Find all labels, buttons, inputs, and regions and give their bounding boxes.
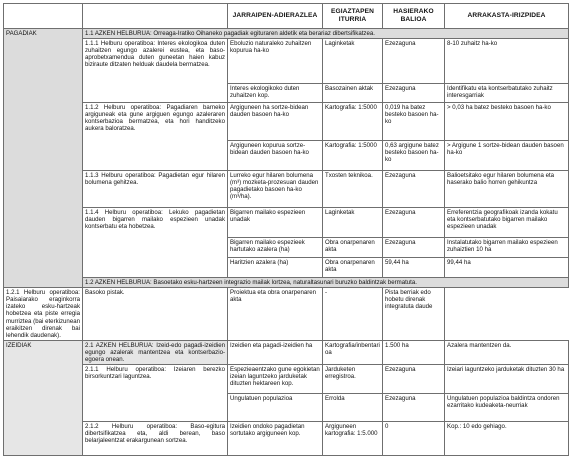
indicator-cell: Ungulatuen populazioa <box>228 394 323 422</box>
table-row <box>4 422 569 456</box>
source-cell: Obra onarpenaren akta <box>323 238 383 258</box>
criterion-cell: 8-10 zuhaitz ha-ko <box>445 39 569 84</box>
source-cell: Kartografia: 1:5000 <box>323 103 383 141</box>
header-row <box>4 4 569 29</box>
table-row <box>4 39 569 84</box>
header-empty-1 <box>4 4 83 29</box>
source-cell: Errolda <box>323 394 383 422</box>
value-cell: Ezezaguna <box>383 39 445 84</box>
value-cell: Ezezaguna <box>383 171 445 208</box>
source-cell: Proiektua eta obra onarpenaren akta <box>228 288 323 341</box>
source-cell: Jarduketen erregistroa. <box>323 365 383 394</box>
indicator-cell: Interes ekologikoko duten zuhaitzen kop. <box>228 84 323 103</box>
value-cell: 59,44 ha <box>383 258 445 278</box>
objective-2-1-1: 2.1.1 Helburu operatiboa: Izeiaren berezko birsorkuntzari laguntzea. <box>83 365 228 422</box>
value-cell: Ezezaguna <box>383 365 445 394</box>
table-row <box>4 208 569 238</box>
criterion-cell: Ungulatuen populazioa baldintza ondoren ezarritako kudeaketa-neurriak <box>445 394 569 422</box>
goal-2-1: 2.1 AZKEN HELBURUA: Izeid-edo pagadi-izeidien egungo azalerak mantentzea eta kontserbazio-egoera onean. <box>83 340 228 364</box>
criterion-cell: Pista berriak edo hobetu direnak integratuta daude <box>383 288 445 341</box>
objective-1-1-2: 1.1.2 Helburu operatiboa: Pagadiaren barneko argiguneak eta gune argiguen egungo azaleraren kontserbazioa bermatzea, eta hori handitzeko aukera baloratzea. <box>83 103 228 171</box>
table-row <box>4 288 569 341</box>
criterion-cell: Balioetsitako egur hilaren bolumena eta haserako balio horren gehikuntza <box>445 171 569 208</box>
indicator-cell: Bigarren mailako espezieek hartutako azalera (ha) <box>228 238 323 258</box>
indicator-cell: Izeidien eta pagadi-izeidien ha <box>228 340 323 364</box>
table-row <box>4 171 569 208</box>
objective-1-1-4: 1.1.4 Helburu operatiboa: Lekuko pagadietan dauden bigarren mailako espezieen unadak kontserbatu eta hobetzea. <box>83 208 228 278</box>
table-row <box>4 103 569 141</box>
indicator-cell: Eboluzio naturaleko zuhaitzen kopurua ha-ko <box>228 39 323 84</box>
objective-1-1-3: 1.1.3 Helburu operatiboa: Pagadietan egur hilaren bolumena gehitzea. <box>83 171 228 208</box>
objective-1-1-1: 1.1.1 Helburu operatiboa: Interes ekologikoa duten zuhaitzen egungo azalerei eustea, eta baso-aprobetxamendua duten guneetan haien kabuz biziraute ditzaten helduak daudela bermatzea. <box>83 39 228 103</box>
source-cell: Basozainen aktak <box>323 84 383 103</box>
header-indicator: JARRAIPEN-ADIERAZLEA <box>228 4 323 29</box>
indicator-cell: Argiguneen ha sortze-bidean dauden basoen ha-ko <box>228 103 323 141</box>
header-source: EGIAZTAPEN ITURRIA <box>323 4 383 29</box>
monitoring-table <box>3 3 569 456</box>
criterion-cell: Instalatutako bigarren mailako espezieen zuhaiztien 10 ha <box>445 238 569 258</box>
section-row-1-1 <box>4 29 569 39</box>
criterion-cell: 99,44 ha <box>445 258 569 278</box>
indicator-cell: Bigarren mailako espezieen unadak <box>228 208 323 238</box>
source-cell: Txosten teknikoa. <box>323 171 383 208</box>
value-cell: - <box>323 288 383 341</box>
goal-1-2: 1.2 AZKEN HELBURUA: Basoetako esku-hartzeen integrazio mailak lortzea, naturaltasunari buruzko baldintzak bermatuta. <box>83 278 569 288</box>
section-row-1-2 <box>4 278 569 288</box>
section-label-izeidiak: IZEIDIAK <box>4 340 83 455</box>
header-initial-value: HASIERAKO BALIOA <box>383 4 445 29</box>
criterion-cell: Identifikatu eta kontserbatutako zuhaitz interesgarriak <box>445 84 569 103</box>
source-cell: Kartografia: 1:5000 <box>323 141 383 171</box>
value-cell: Ezezaguna <box>383 208 445 238</box>
criterion-cell: Azalera mantentzen da. <box>445 340 569 364</box>
objective-1-2-1: 1.2.1 Helburu operatiboa: Paisaiarako eraginkorra izateko esku-hartzeak hobetzea eta piste erregia murriztea (bai eterkizunean eraikitzen direnak bai lehendik daudenak). <box>4 288 83 341</box>
goal-1-1: 1.1 AZKEN HELBURUA: Orreaga-Iratiko Oihaneko pagadiak egituraren aldetik eta berariaz dibertsifikatzea. <box>83 29 569 39</box>
criterion-cell: Erreferentzia geografikoak izanda kokatu eta kontserbatutako bigarren mailako espezieen unadak <box>445 208 569 238</box>
objective-2-1-2: 2.1.2 Helburu operatiboa: Baso-egitura dibertsifikatzea eta, aldi berean, baso belarjaleentzat erakargunean sortzea. <box>83 422 228 456</box>
indicator-cell: Argiguneen kopurua sortze-bidean dauden basoen ha-ko <box>228 141 323 171</box>
table-row <box>4 365 569 394</box>
value-cell: 1.500 ha <box>383 340 445 364</box>
indicator-cell: Basoko pistak. <box>83 288 228 341</box>
value-cell: Ezezaguna <box>383 238 445 258</box>
value-cell: Ezezaguna <box>383 394 445 422</box>
source-cell: Argiguneen kartografia: 1:5.000 <box>323 422 383 456</box>
value-cell: Ezezaguna <box>383 84 445 103</box>
header-success-criterion: ARRAKASTA-IRIZPIDEA <box>445 4 569 29</box>
source-cell: Obra onarpenaren akta <box>323 258 383 278</box>
indicator-cell: Espezieaentzako gune egokietan izeian laguntzeko jarduketak dituzten hektareen kop. <box>228 365 323 394</box>
value-cell: 0,019 ha batez besteko basoen ha-ko <box>383 103 445 141</box>
indicator-cell: Haritzien azalera (ha) <box>228 258 323 278</box>
table-row <box>4 340 569 364</box>
criterion-cell: Izeiari laguntzeko jarduketak dituzten 30 ha <box>445 365 569 394</box>
source-cell: Laginketak <box>323 208 383 238</box>
indicator-cell: Lurreko egur hilaren bolumena (m³) mozketa-prozesuan dauden pagadietako basoen ha-ko (m³/ha). <box>228 171 323 208</box>
value-cell: 0 <box>383 422 445 456</box>
criterion-cell: > Argigune 1 sortze-bidean dauden basoen ha-ko <box>445 141 569 171</box>
value-cell: 0,63 argigune batez besteko basoen ha-ko <box>383 141 445 171</box>
header-empty-2 <box>83 4 228 29</box>
source-cell: Laginketak <box>323 39 383 84</box>
indicator-cell: Izeidien ondoko pagadietan sortutako argiguneen kop. <box>228 422 323 456</box>
criterion-cell: Kop.: 10 edo gehiago. <box>445 422 569 456</box>
source-cell: Kartografia/inbentarioa <box>323 340 383 364</box>
criterion-cell: > 0,03 ha batez besteko basoen ha-ko <box>445 103 569 141</box>
section-label-pagadiak: PAGADIAK <box>4 29 83 288</box>
